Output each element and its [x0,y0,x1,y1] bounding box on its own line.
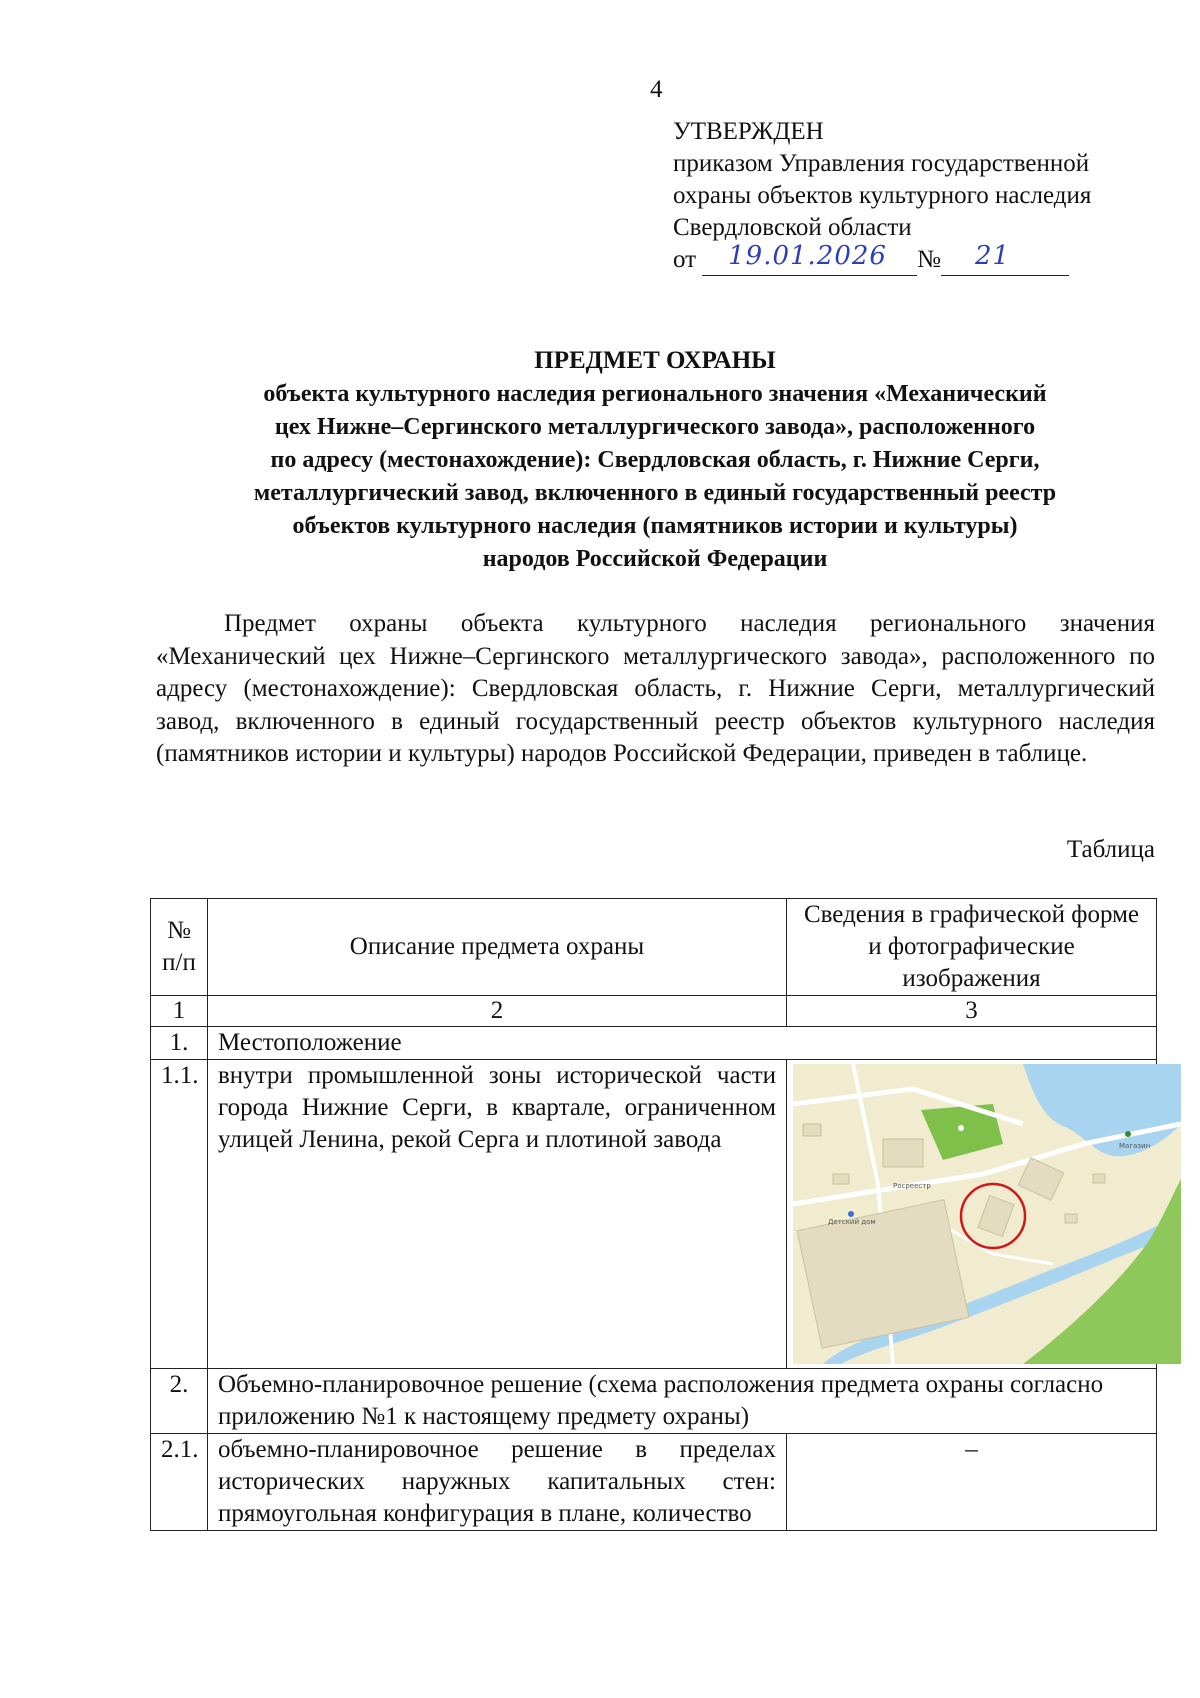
row-description: внутри промышленной зоны исторической части города Нижние Серги, в квартале, ограниченном улицей Ленина, рекой Серга и плотиной завода [208,1060,787,1369]
protection-table [150,898,1157,1531]
header-description: Описание предмета охраны [208,899,787,996]
table-caption: Таблица [1066,836,1155,863]
approval-date-line [673,241,1091,276]
from-label: от [673,246,697,273]
header-number [151,899,208,996]
approval-line-2: охраны объектов культурного наследия [673,182,1092,209]
row-graphic: – [787,1434,1157,1531]
title-line: народов Российской Федерации [482,546,828,572]
shop-icon [1125,1131,1131,1137]
title-line: цех Нижне–Сергинского металлургического завода», расположенного [274,414,1036,440]
map-building [1093,1174,1105,1183]
title-line: объекта культурного наследия регионального значения «Механический [263,381,1047,407]
title-main: ПРЕДМЕТ ОХРАНЫ [534,347,776,374]
table-row [151,1060,1157,1369]
park-marker-icon [958,1125,964,1131]
map-label-shop: Магазин [1119,1142,1151,1150]
column-number: 1 [151,996,208,1027]
approval-block [673,116,1091,276]
header-graphic: Сведения в графической форме и фотографические изображения [787,899,1157,996]
row-section-title: Объемно-планировочное решение (схема расположения предмета охраны согласно приложению №1 к настоящему предмету охраны) [208,1369,1157,1434]
map-building [803,1124,821,1136]
number-label: № [917,246,941,273]
table-row [151,1369,1157,1434]
map-label-orphanage: Детский дом [828,1218,876,1226]
date-blank [702,241,917,276]
row-number: 1.1. [151,1060,208,1369]
title-line: по адресу (местонахождение): Свердловская область, г. Нижние Серги, [270,447,1040,473]
approval-line-3: Свердловской области [673,214,912,241]
page-number: 4 [650,76,663,103]
handwritten-number: 21 [974,241,1011,271]
location-map-image [793,1064,1181,1364]
row-number: 1. [151,1027,208,1060]
map-cell [787,1060,1157,1369]
approval-heading: УТВЕРЖДЕН [673,118,824,145]
location-map [793,1064,1181,1364]
intro-paragraph: Предмет охраны объекта культурного наследия регионального значения «Механический цех Нижне–Сергинского металлургического завода», расположенного по адресу (местонахождение): Свердловская область, г. Нижние Серги, металлургический завод, включенного в единый государственный реестр объектов культурного наследия (памятников истории и культуры) народов Российской Федерации, приведен в таблице. [156,610,1155,767]
document-title [150,344,1160,576]
title-line: металлургический завод, включенного в единый государственный реестр [253,480,1057,506]
orphanage-icon [848,1211,854,1217]
table-header-row [151,899,1157,996]
approval-line-1: приказом Управления государственной [673,150,1090,177]
header-number-text: № п/п [162,917,196,976]
row-number: 2. [151,1369,208,1434]
column-number: 3 [787,996,1157,1027]
table-row [151,1434,1157,1531]
row-section-title: Местоположение [208,1027,1157,1060]
handwritten-date: 19.01.2026 [728,241,887,271]
table-column-numbers-row [151,996,1157,1027]
map-building [883,1139,923,1167]
title-line: объектов культурного наследия (памятников истории и культуры) [292,513,1018,539]
map-building [1065,1214,1077,1223]
map-building [833,1174,849,1184]
row-number: 2.1. [151,1434,208,1531]
table-row [151,1027,1157,1060]
map-label-rosreestr: Росреестр [893,1182,931,1190]
row-description: объемно-планировочное решение в пределах исторических наружных капитальных стен: прямоугольная конфигурация в плане, количество [208,1434,787,1531]
number-blank [941,241,1069,276]
column-number: 2 [208,996,787,1027]
